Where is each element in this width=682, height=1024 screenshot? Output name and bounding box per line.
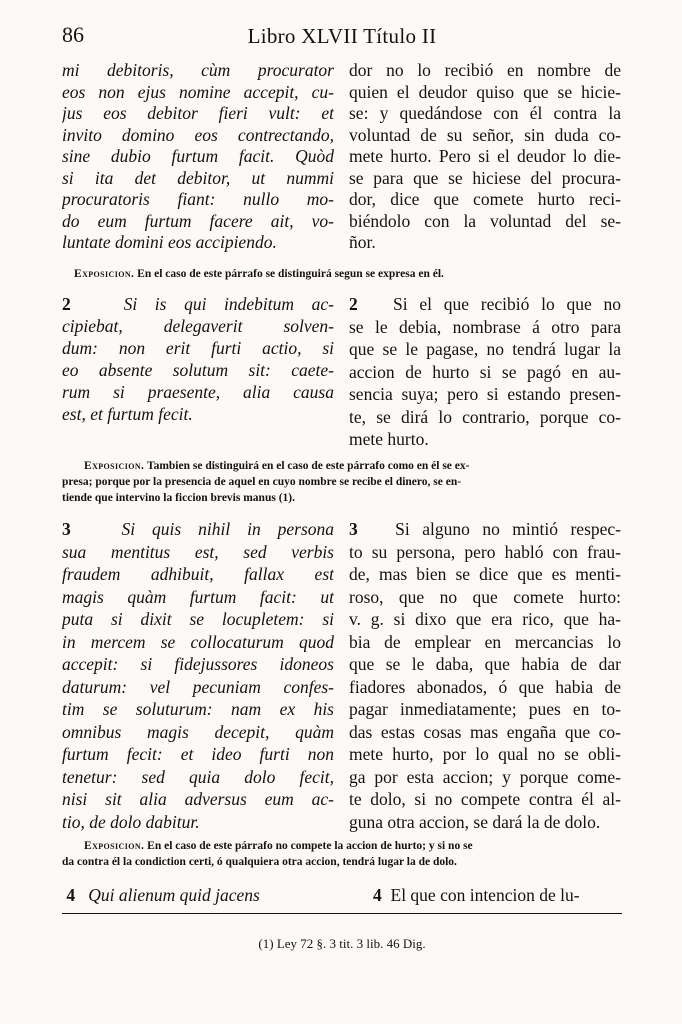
exposicion-line: Exposicion. Tambien se distinguirá en el caso de este párrafo como en él se ex- <box>84 460 470 472</box>
spanish-line: se: y quedándose con él contra la <box>349 103 621 123</box>
footnote: (1) Ley 72 §. 3 tit. 3 lib. 46 Dig. <box>258 936 426 951</box>
latin-line: tim se soluturum: nam ex his <box>62 699 334 719</box>
spanish-line: dor, dice que comete hurto reci- <box>349 189 621 209</box>
spanish-line: 2 Si el que recibió lo que no <box>349 294 621 314</box>
latin-line: luntate domini eos accipiendo. <box>62 232 277 252</box>
spanish-line: ga por esta accion; y porque come- <box>349 766 621 787</box>
latin-line: procuratoris fiant: nullo mo- <box>62 189 334 209</box>
running-title: Libro XLVII Título II <box>247 24 437 48</box>
page-header <box>62 22 622 52</box>
latin-line: 4 Qui alienum quid jacens <box>66 885 260 905</box>
latin-text-4 <box>62 884 334 906</box>
spanish-text-3 <box>349 518 621 833</box>
exposicion-label: Exposicion. <box>84 840 145 852</box>
spanish-line: roso, que no que comete hurto: <box>349 586 621 607</box>
spanish-line: se le debia, nombrase á otro para <box>349 316 621 337</box>
spanish-line: que se le pagase, no tendrá lugar la <box>349 339 621 359</box>
spanish-line: que se le daba, que habia de dar <box>349 654 621 674</box>
latin-line: sua mentitus est, sed verbis <box>62 541 334 562</box>
latin-line: omnibus magis decepit, quàm <box>62 721 334 742</box>
exposicion-3 <box>62 838 622 870</box>
exposicion-label: Exposicion. <box>84 460 145 472</box>
spanish-line: v. g. si dixo que era rico, que ha- <box>349 609 621 629</box>
latin-line: 2 Si is qui indebitum ac- <box>62 294 334 314</box>
spanish-line: pagar inmediatamente; pues en to- <box>349 699 621 719</box>
latin-line: accepit: si fidejussores idoneos <box>62 654 334 674</box>
latin-line: puta si dixit se locupletem: si <box>62 609 334 629</box>
spanish-line: te dolo, si no compete contra él al- <box>349 789 621 809</box>
spanish-line: sencia suya; pero si estando presen- <box>349 384 621 404</box>
latin-line: cipiebat, delegaverit solven- <box>62 316 334 336</box>
exposicion-line: tiende que intervino la ficcion brevis manus (1). <box>62 492 295 504</box>
spanish-line: dor no lo recibió en nombre de <box>349 60 621 80</box>
paragraph-number: 4 <box>66 885 76 905</box>
spanish-line: ñor. <box>349 232 376 252</box>
latin-text-3 <box>62 518 334 833</box>
exposicion-2 <box>62 458 622 506</box>
spanish-text-4 <box>349 884 621 906</box>
page-number: 86 <box>62 22 84 47</box>
spanish-line: te, se dirá lo contrario, porque co- <box>349 406 621 427</box>
spanish-line: fiadores abonados, ó que habia de <box>349 676 621 697</box>
spanish-line: das estas cosas mas engaña que co- <box>349 721 621 742</box>
spanish-line: voluntad de su señor, sin duda co- <box>349 124 621 145</box>
latin-line: dum: non erit furti actio, si <box>62 338 334 358</box>
exposicion-label: Exposicion. <box>74 268 135 280</box>
spanish-line: guna otra accion, se dará la de dolo. <box>349 811 601 832</box>
spanish-line: to su persona, pero habló con frau- <box>349 541 621 562</box>
latin-text-1 <box>62 60 334 254</box>
latin-line: sine dubio furtum facit. Quòd <box>62 146 334 166</box>
spanish-text-1 <box>349 60 621 254</box>
latin-line: rum si praesente, alia causa <box>62 382 334 402</box>
latin-line: eo absente solutum sit: caete- <box>62 360 334 380</box>
latin-line: fraudem adhibuit, fallax est <box>62 564 334 584</box>
latin-line: magis quàm furtum facit: ut <box>62 586 334 607</box>
spanish-line: biéndolo con la voluntad del se- <box>349 210 621 231</box>
exposicion-line: Exposicion. En el caso de este párrafo no compete la accion de hurto; y si no se <box>84 840 473 852</box>
spanish-line: quien el deudor quiso que se hicie- <box>349 81 621 102</box>
paragraph-number: 3 <box>62 519 71 539</box>
latin-line: in mercem se collocaturum quod <box>62 631 334 652</box>
spanish-line: mete hurto. Pero si el deudor lo die- <box>349 146 621 166</box>
exposicion-1 <box>74 266 622 282</box>
latin-line: est, et furtum fecit. <box>62 404 193 424</box>
spanish-line: 3 Si alguno no mintió respec- <box>349 519 621 539</box>
footnote-rule <box>62 913 622 914</box>
latin-line: furtum fecit: et ideo furti non <box>62 744 334 764</box>
spanish-text-2 <box>349 293 621 451</box>
latin-line: si ita det debitor, ut nummi <box>62 167 334 188</box>
exposicion-line: da contra él la condiction certi, ó qualquiera otra accion, tendrá lugar la de dolo. <box>62 856 457 868</box>
latin-line: invito domino eos contrectando, <box>62 124 334 145</box>
latin-line: mi debitoris, cùm procurator <box>62 60 334 80</box>
latin-line: tenetur: sed quia dolo fecit, <box>62 766 334 787</box>
spanish-line: mete hurto, por lo qual no se obli- <box>349 744 621 764</box>
spanish-line: mete hurto. <box>349 429 429 449</box>
exposicion-line: Exposicion. En el caso de este párrafo se distinguirá segun se expresa en él. <box>74 268 444 280</box>
latin-line: daturum: vel pecuniam confes- <box>62 676 334 697</box>
paragraph-number: 3 <box>349 519 358 539</box>
latin-line: tio, de dolo dabitur. <box>62 811 200 832</box>
spanish-line: 4 El que con intencion de lu- <box>373 885 580 905</box>
latin-text-2 <box>62 293 334 425</box>
spanish-line: se para que se hiciese del procura- <box>349 167 621 188</box>
paragraph-number: 2 <box>349 294 358 314</box>
latin-line: jus eos debitor fieri vult: et <box>62 103 334 123</box>
latin-line: 3 Si quis nihil in persona <box>62 519 334 539</box>
latin-line: eos non ejus nomine accepit, cu- <box>62 81 334 102</box>
paragraph-number: 4 <box>373 885 382 905</box>
latin-line: do eum furtum facere ait, vo- <box>62 210 334 231</box>
spanish-line: de, mas bien se dice que es menti- <box>349 564 621 584</box>
paragraph-number: 2 <box>62 294 71 314</box>
spanish-line: accion de hurto si se pagó en au- <box>349 361 621 382</box>
latin-line: nisi sit alia adversus eum ac- <box>62 789 334 809</box>
spanish-line: bia de emplear en mercancias lo <box>349 631 621 652</box>
exposicion-line: presa; porque por la presencia de aquel en cuyo nombre se recibe el dinero, se en- <box>62 476 462 488</box>
